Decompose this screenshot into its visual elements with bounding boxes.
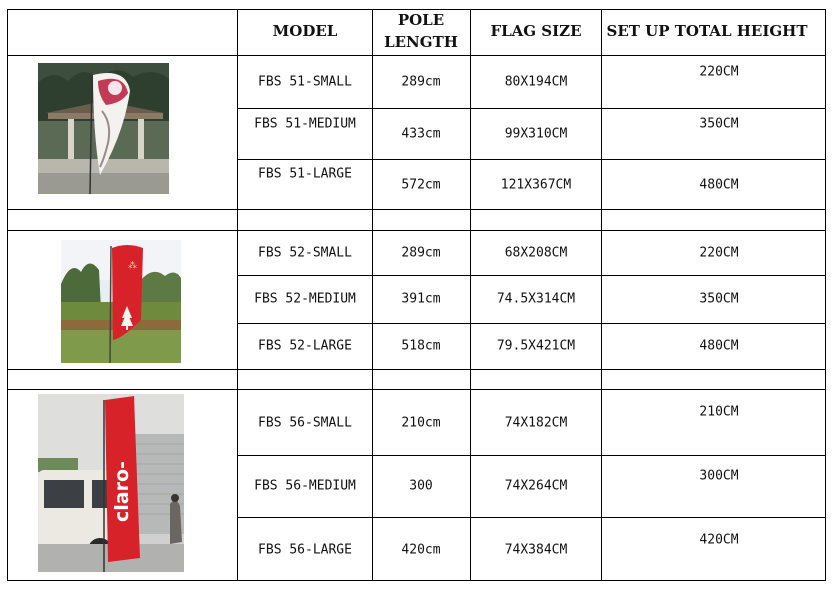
table-border-left <box>7 9 8 581</box>
cell-model: FBS 56-LARGE <box>258 542 352 558</box>
cell-flag: 99X310CM <box>504 126 568 142</box>
cell-flag: 74X264CM <box>504 478 568 494</box>
row-divider <box>7 55 826 56</box>
cell-pole: 433cm <box>401 126 441 142</box>
cell-flag: 80X194CM <box>504 74 568 90</box>
cell-model: FBS 51-LARGE <box>258 166 352 182</box>
cell-height: 480CM <box>699 338 739 354</box>
col-divider <box>601 9 602 581</box>
cell-height: 210CM <box>699 404 739 420</box>
row-divider <box>7 230 826 231</box>
header-pole-line2: LENGTH <box>384 33 458 51</box>
cell-model: FBS 52-SMALL <box>258 245 352 261</box>
cell-height: 480CM <box>699 177 739 193</box>
cell-pole: 391cm <box>401 291 441 307</box>
header-model: MODEL <box>272 22 338 40</box>
row-divider <box>237 108 826 109</box>
row-divider <box>237 517 826 518</box>
cell-pole: 572cm <box>401 177 441 193</box>
cell-model: FBS 52-MEDIUM <box>254 291 356 307</box>
col-divider <box>237 9 238 581</box>
cell-flag: 79.5X421CM <box>496 338 576 354</box>
cell-flag: 74X384CM <box>504 542 568 558</box>
cell-height: 350CM <box>699 291 739 307</box>
row-divider <box>7 209 826 210</box>
header-flag-size: FLAG SIZE <box>490 22 582 40</box>
cell-pole: 289cm <box>401 74 441 90</box>
header-pole-line1: POLE <box>397 11 445 29</box>
header-total-height: SET UP TOTAL HEIGHT <box>606 22 808 40</box>
cell-flag: 121X367CM <box>500 177 572 193</box>
cell-model: FBS 56-MEDIUM <box>254 478 356 494</box>
product-photo-fbs56 <box>38 394 184 572</box>
table-border-bottom <box>7 580 826 581</box>
table-border-right <box>825 9 826 581</box>
row-divider <box>237 455 826 456</box>
row-divider <box>237 159 826 160</box>
row-divider <box>237 275 826 276</box>
cell-height: 420CM <box>699 532 739 548</box>
cell-model: FBS 51-MEDIUM <box>254 116 356 132</box>
product-photo-fbs51 <box>38 63 169 194</box>
cell-flag: 68X208CM <box>504 245 568 261</box>
cell-model: FBS 56-SMALL <box>258 415 352 431</box>
cell-height: 220CM <box>699 245 739 261</box>
row-divider <box>7 369 826 370</box>
cell-height: 350CM <box>699 116 739 132</box>
cell-model: FBS 52-LARGE <box>258 338 352 354</box>
cell-height: 300CM <box>699 468 739 484</box>
cell-height: 220CM <box>699 64 739 80</box>
cell-pole: 210cm <box>401 415 441 431</box>
cell-model: FBS 51-SMALL <box>258 74 352 90</box>
col-divider <box>372 9 373 581</box>
row-divider <box>7 389 826 390</box>
row-divider <box>237 323 826 324</box>
claro-logo-text: claro- <box>111 461 133 522</box>
col-divider <box>470 9 471 581</box>
cell-flag: 74.5X314CM <box>496 291 576 307</box>
cell-pole: 518cm <box>401 338 441 354</box>
svg-text:⁂: ⁂ <box>128 261 137 271</box>
cell-pole: 289cm <box>401 245 441 261</box>
cell-pole: 300 <box>409 478 433 494</box>
product-photo-fbs52 <box>61 240 181 363</box>
cell-pole: 420cm <box>401 542 441 558</box>
cell-flag: 74X182CM <box>504 415 568 431</box>
